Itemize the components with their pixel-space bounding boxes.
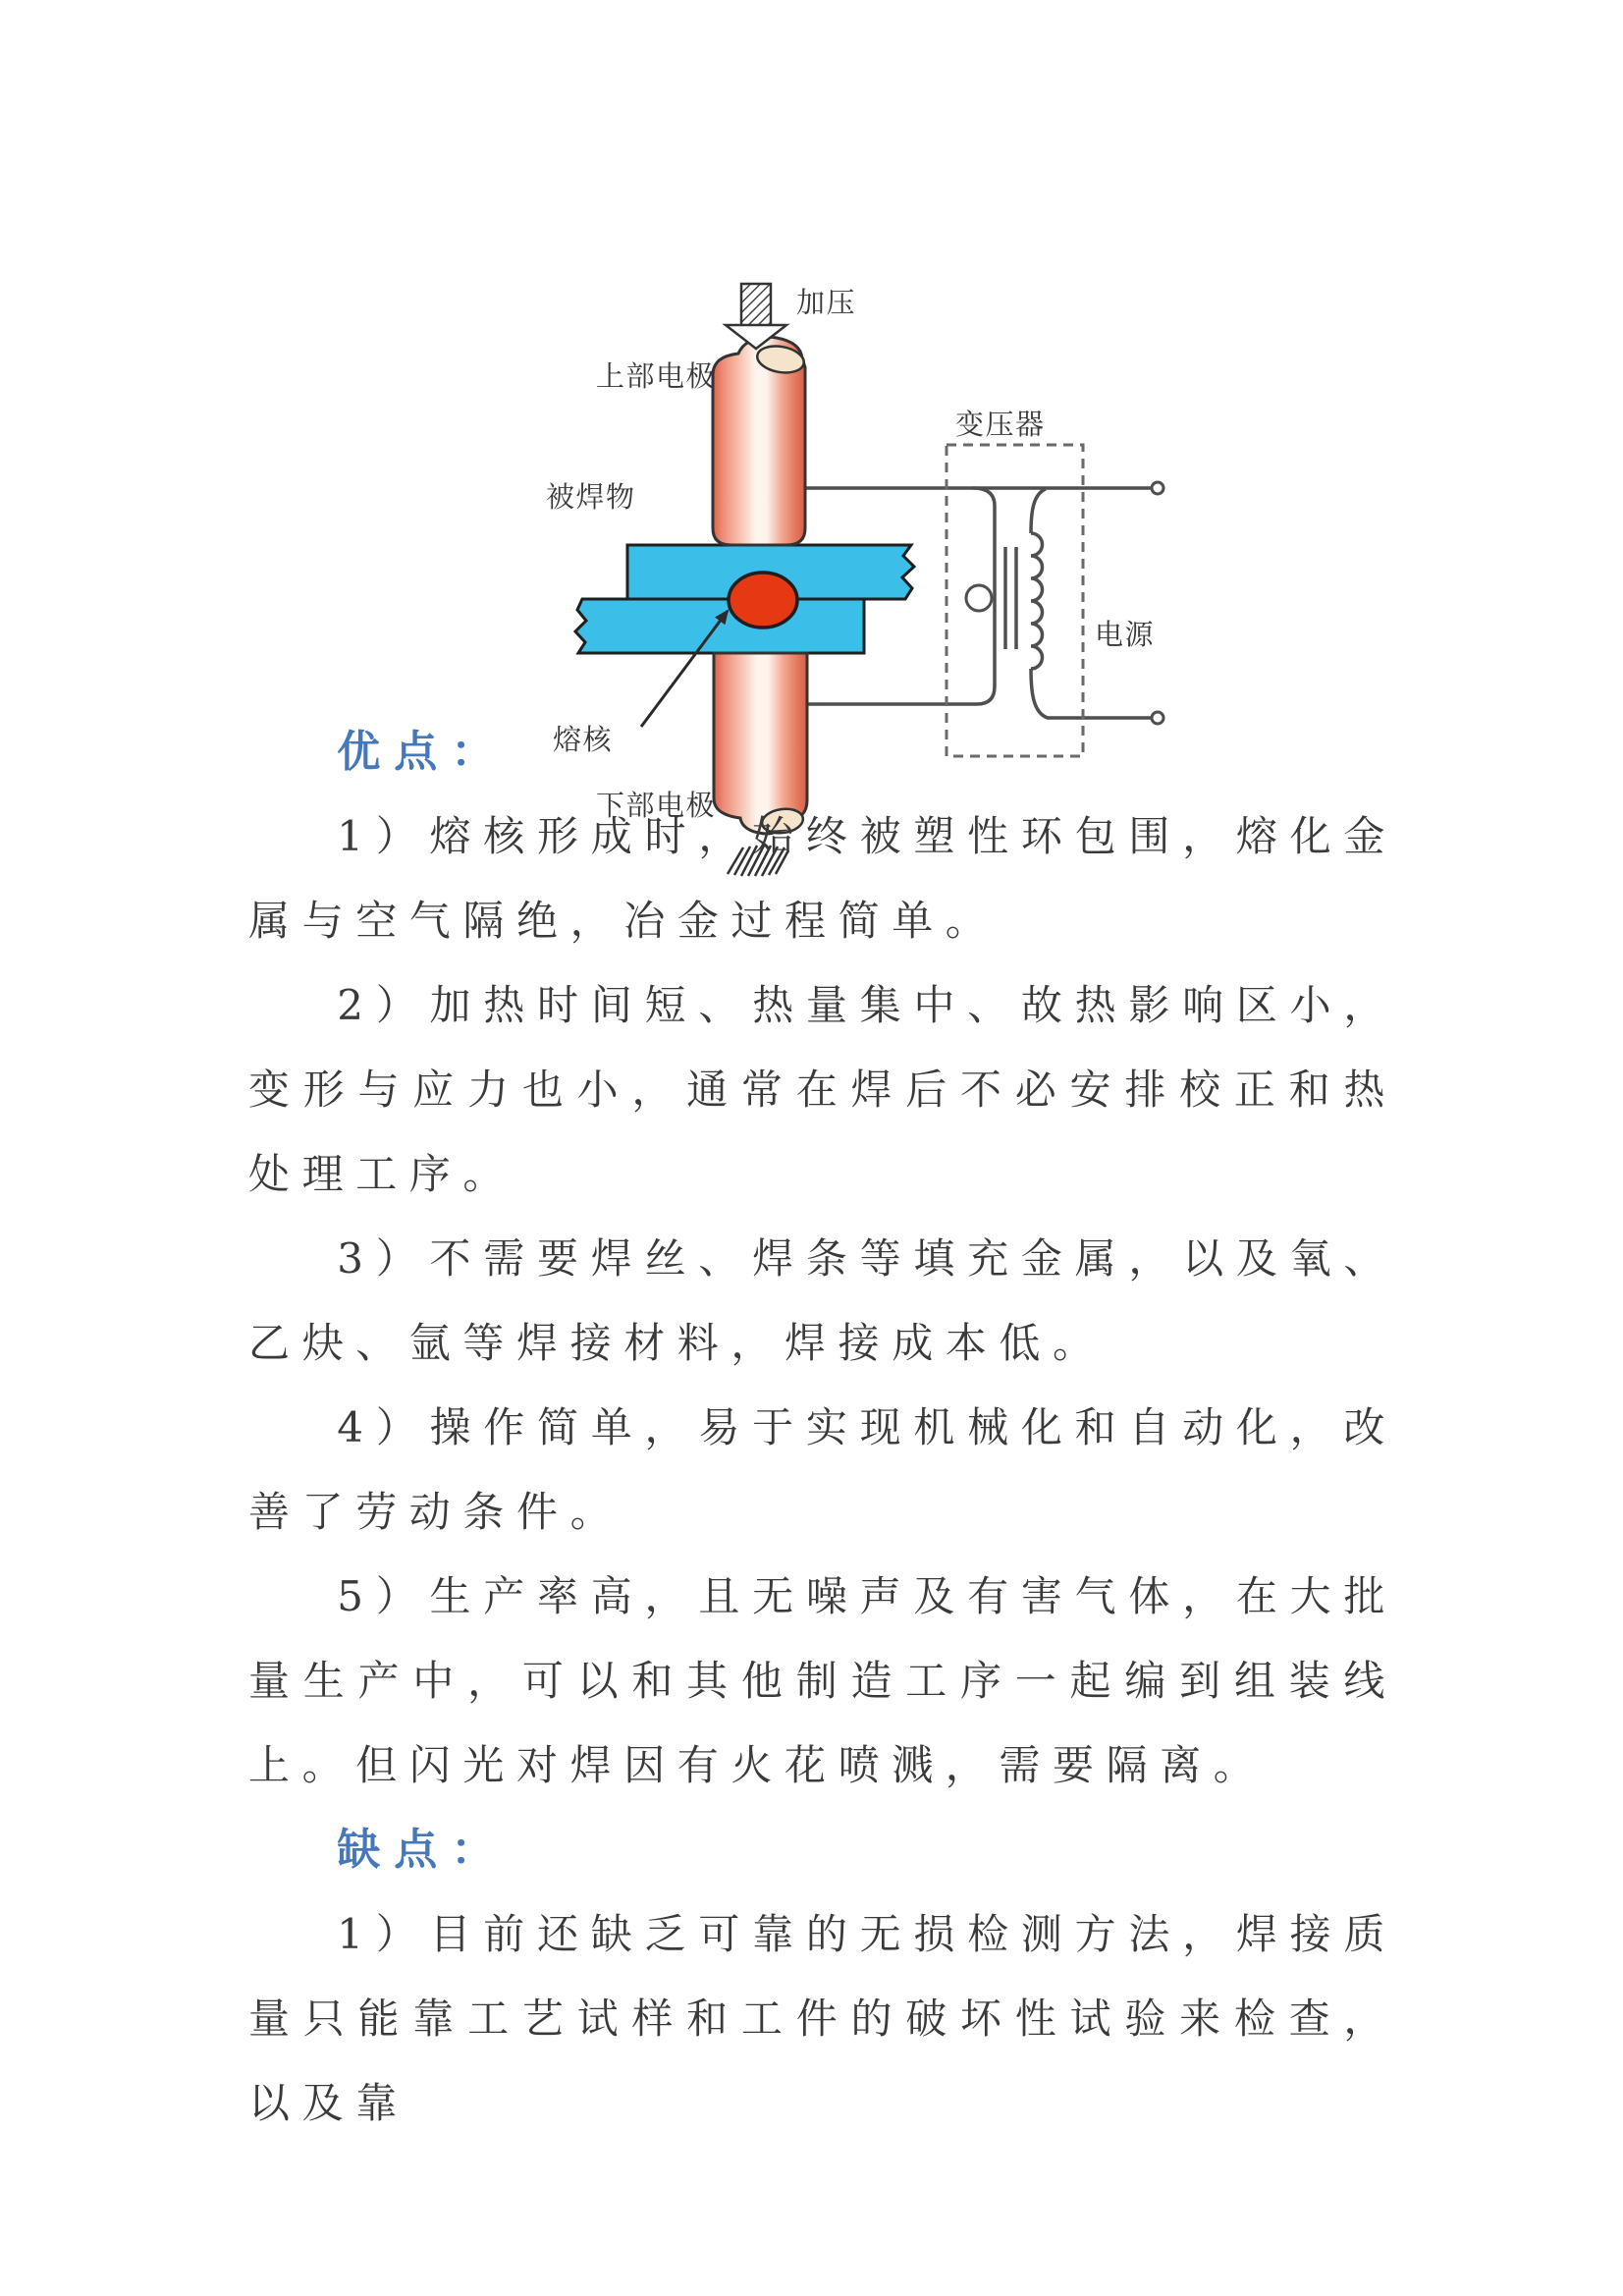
secondary-top-lead (1031, 489, 1046, 533)
advantages-heading: 优点： (337, 727, 509, 777)
pressure-label: 加压 (796, 286, 857, 319)
power-terminal-top (1152, 482, 1163, 494)
pressure-arrow-shaft (741, 284, 771, 327)
upper-electrode-label: 上部电极 (596, 359, 717, 393)
lower-workpiece-plate (575, 599, 864, 653)
lower-electrode-label: 下部电极 (596, 789, 717, 822)
primary-winding-symbol (966, 585, 992, 611)
advantage-item-2: 2）加热时间短、热量集中、故热影响区小，变形与应力也小，通常在焊后不必安排校正和热处理工序。 (248, 981, 1397, 1198)
workpiece-label: 被焊物 (546, 480, 636, 514)
advantage-item-1: 1）熔核形成时，始终被塑性环包围，熔化金属与空气隔绝，冶金过程简单。 (248, 812, 1397, 945)
advantage-item-5: 5）生产率高，且无噪声及有害气体，在大批量生产中，可以和其他制造工序一起编到组装线上。但闪光对焊因有火花喷溅，需要隔离。 (248, 1572, 1397, 1789)
disadvantages-heading: 缺点： (337, 1825, 509, 1875)
advantage-item-4: 4）操作简单，易于实现机械化和自动化，改善了劳动条件。 (248, 1403, 1397, 1536)
disadvantage-item-1: 1）目前还缺乏可靠的无损检测方法，焊接质量只能靠工艺试样和工件的破坏性试验来检查，以及靠 (248, 1910, 1397, 2127)
article-body (248, 710, 1397, 2146)
secondary-coil (1031, 533, 1043, 669)
transformer-label: 变压器 (955, 408, 1046, 441)
power-source-label: 电源 (1095, 618, 1156, 651)
weld-nugget (729, 573, 797, 628)
advantage-item-3: 3）不需要焊丝、焊条等填充金属，以及氧、乙炔、氩等焊接材料，焊接成本低。 (248, 1234, 1397, 1367)
nugget-label: 熔核 (553, 723, 614, 756)
